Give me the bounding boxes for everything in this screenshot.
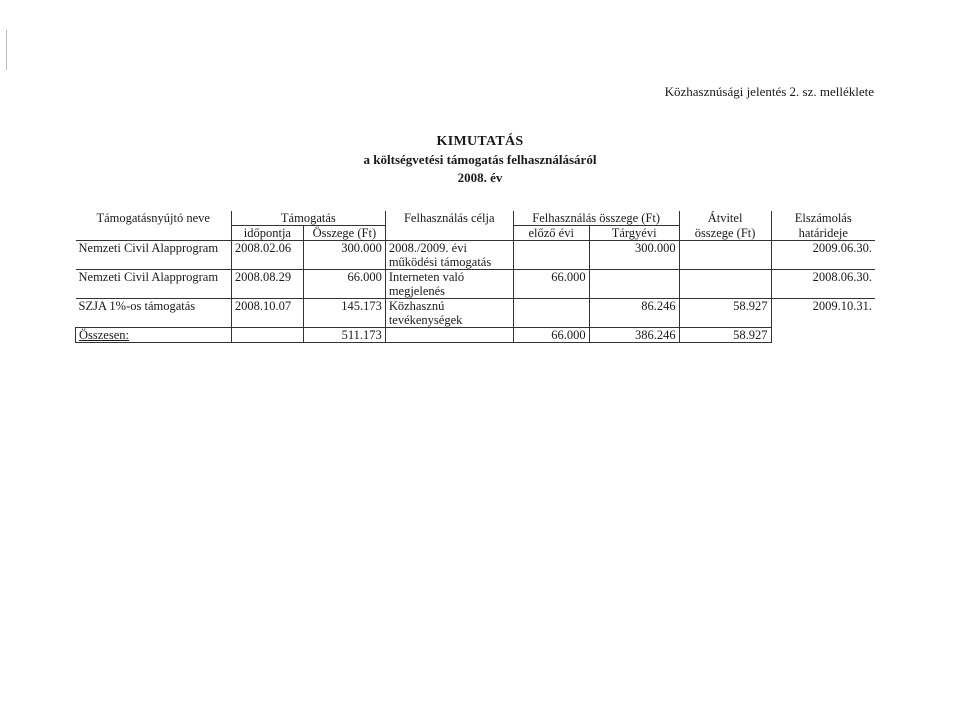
cell-carry <box>679 270 771 299</box>
total-carry: 58.927 <box>679 328 771 343</box>
cell-purpose-line-2: tevékenységek <box>388 313 463 327</box>
cell-purpose-line-1: Közhasznú <box>388 299 445 313</box>
cell-provider: Nemzeti Civil Alapprogram <box>76 270 232 299</box>
annex-note: Közhasznúsági jelentés 2. sz. melléklete <box>664 84 874 99</box>
table-row <box>76 241 876 270</box>
cell-usage-prev <box>513 299 589 328</box>
cell-provider: Nemzeti Civil Alapprogram <box>76 241 232 270</box>
cell-purpose-line-2: működési támogatás <box>388 255 492 269</box>
col-header-support: Támogatás <box>231 211 385 226</box>
header-row-1 <box>76 211 876 226</box>
total-amount: 511.173 <box>303 328 385 343</box>
col-header-usage-amount: Felhasználás összege (Ft) <box>513 211 679 226</box>
table-row <box>76 299 876 328</box>
cell-purpose-line-1: 2008./2009. évi <box>388 241 467 255</box>
cell-carry <box>679 241 771 270</box>
document-heading <box>0 134 960 186</box>
cell-usage-current <box>589 270 679 299</box>
total-date-empty <box>231 328 303 343</box>
col-header-usage-prev: előző évi <box>513 226 589 241</box>
cell-amount: 300.000 <box>303 241 385 270</box>
total-label: Összesen: <box>76 328 232 343</box>
col-header-settlement: Elszámolás <box>771 211 875 226</box>
document-year: 2008. év <box>457 170 503 185</box>
col-header-provider: Támogatásnyújtó neve <box>96 211 210 225</box>
col-header-support-amount: Összege (Ft) <box>303 226 385 241</box>
document-title: KIMUTATÁS <box>436 134 524 149</box>
cell-usage-current: 300.000 <box>589 241 679 270</box>
cell-usage-prev <box>513 241 589 270</box>
cell-provider: SZJA 1%-os támogatás <box>76 299 232 328</box>
support-usage-table <box>75 211 875 343</box>
cell-purpose-line-2: megjelenés <box>388 284 446 298</box>
total-deadline-empty <box>771 328 875 343</box>
cell-amount: 145.173 <box>303 299 385 328</box>
col-header-carry: Átvitel <box>679 211 771 226</box>
cell-usage-current: 86.246 <box>589 299 679 328</box>
cell-purpose <box>385 241 513 270</box>
total-usage-current: 386.246 <box>589 328 679 343</box>
total-usage-prev: 66.000 <box>513 328 589 343</box>
cell-date: 2008.02.06 <box>231 241 303 270</box>
cell-purpose-line-1: Interneten való <box>388 270 465 284</box>
cell-deadline: 2009.06.30. <box>771 241 875 270</box>
cell-deadline: 2009.10.31. <box>771 299 875 328</box>
cell-purpose <box>385 270 513 299</box>
col-header-purpose: Felhasználás célja <box>385 211 513 241</box>
col-header-carry-amount: összege (Ft) <box>679 226 771 241</box>
total-purpose-empty <box>385 328 513 343</box>
total-row <box>76 328 876 343</box>
col-header-settlement-deadline: határideje <box>771 226 875 241</box>
document-subtitle: a költségvetési támogatás felhasználásáról <box>363 152 597 167</box>
cell-usage-prev: 66.000 <box>513 270 589 299</box>
cell-purpose <box>385 299 513 328</box>
cell-carry: 58.927 <box>679 299 771 328</box>
col-header-usage-current: Tárgyévi <box>589 226 679 241</box>
cell-amount: 66.000 <box>303 270 385 299</box>
cell-date: 2008.10.07 <box>231 299 303 328</box>
col-header-support-date: időpontja <box>231 226 303 241</box>
scan-edge-mark <box>6 30 7 70</box>
cell-deadline: 2008.06.30. <box>771 270 875 299</box>
table-row <box>76 270 876 299</box>
cell-date: 2008.08.29 <box>231 270 303 299</box>
